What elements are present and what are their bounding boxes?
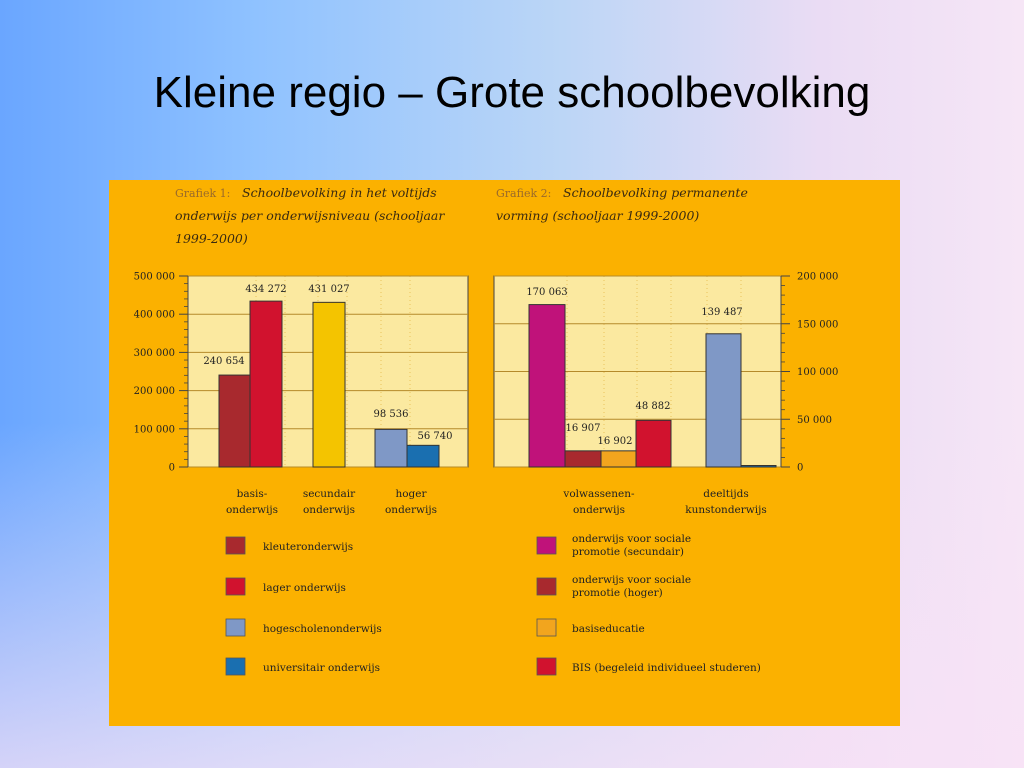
category-label: basis- xyxy=(236,488,268,500)
bar-data-label: 139 487 xyxy=(701,307,743,318)
bar xyxy=(529,305,565,467)
bar-data-label: 98 536 xyxy=(373,409,409,420)
legend-label: onderwijs voor sociale xyxy=(572,574,692,586)
legend-label: promotie (hoger) xyxy=(572,587,663,599)
y-tick-label: 200 000 xyxy=(797,271,839,283)
bar xyxy=(375,429,407,467)
bar xyxy=(741,466,776,468)
legend-swatch xyxy=(537,619,556,636)
bar-data-label: 170 063 xyxy=(526,287,568,298)
legend-swatch xyxy=(226,658,245,675)
category-label: onderwijs xyxy=(384,504,438,516)
bar xyxy=(601,451,636,467)
bar-data-label: 16 907 xyxy=(565,423,601,434)
legend-label: lager onderwijs xyxy=(263,582,346,594)
bar xyxy=(219,375,250,467)
legend-swatch xyxy=(226,537,245,554)
bar-data-label: 434 272 xyxy=(245,284,287,295)
category-label: kunstonderwijs xyxy=(685,504,767,516)
legend-swatch xyxy=(226,619,245,636)
chart-caption-line: Schoolbevolking in het voltijds xyxy=(242,185,437,200)
y-tick-label: 500 000 xyxy=(133,271,175,283)
legend-label: BIS (begeleid individueel studeren) xyxy=(572,662,761,674)
bar xyxy=(636,420,671,467)
bar xyxy=(250,301,282,467)
category-label: secundair xyxy=(302,488,356,500)
bar-data-label: 431 027 xyxy=(308,284,350,295)
category-label: volwassenen- xyxy=(563,488,635,500)
chart-caption-line: onderwijs per onderwijsniveau (schooljaar xyxy=(175,208,445,223)
chart-caption-line: vorming (schooljaar 1999-2000) xyxy=(496,208,700,223)
category-label: onderwijs xyxy=(572,504,626,516)
bar xyxy=(706,334,741,467)
y-tick-label: 400 000 xyxy=(133,309,175,321)
bar xyxy=(313,302,345,467)
bar-data-label: 56 740 xyxy=(417,431,453,442)
category-label: hoger xyxy=(395,488,427,500)
slide-title: Kleine regio – Grote schoolbevolking xyxy=(153,68,871,117)
charts-svg xyxy=(109,180,900,726)
bar-data-label: 48 882 xyxy=(635,401,671,412)
y-tick-label: 0 xyxy=(168,462,175,474)
y-tick-label: 100 000 xyxy=(133,424,175,436)
legend-swatch xyxy=(537,658,556,675)
y-tick-label: 150 000 xyxy=(797,319,839,331)
legend-swatch xyxy=(226,578,245,595)
y-tick-label: 300 000 xyxy=(133,347,175,359)
y-tick-label: 100 000 xyxy=(797,367,839,378)
category-label: deeltijds xyxy=(703,488,749,500)
legend-label: kleuteronderwijs xyxy=(263,541,354,553)
category-label: onderwijs xyxy=(302,504,356,516)
legend-label: hogescholenonderwijs xyxy=(263,623,382,635)
chart-caption-label: Grafiek 1: xyxy=(175,187,231,200)
bar-data-label: 240 654 xyxy=(203,356,245,367)
bar-data-label: 16 902 xyxy=(597,436,633,447)
y-tick-label: 200 000 xyxy=(133,386,175,398)
legend-label: promotie (secundair) xyxy=(572,546,685,558)
bar xyxy=(407,445,439,467)
y-tick-label: 50 000 xyxy=(797,414,832,426)
legend-label: onderwijs voor sociale xyxy=(572,533,692,545)
legend-swatch xyxy=(537,578,556,595)
bar xyxy=(565,451,601,467)
chart-caption-label: Grafiek 2: xyxy=(496,187,552,200)
category-label: onderwijs xyxy=(225,504,279,516)
chart-panel xyxy=(109,180,900,726)
y-tick-label: 0 xyxy=(797,462,804,474)
chart-caption-line: Schoolbevolking permanente xyxy=(563,185,748,200)
chart-caption-line: 1999-2000) xyxy=(175,231,248,246)
legend-swatch xyxy=(537,537,556,554)
legend-label: basiseducatie xyxy=(572,623,645,635)
legend-label: universitair onderwijs xyxy=(263,662,381,674)
